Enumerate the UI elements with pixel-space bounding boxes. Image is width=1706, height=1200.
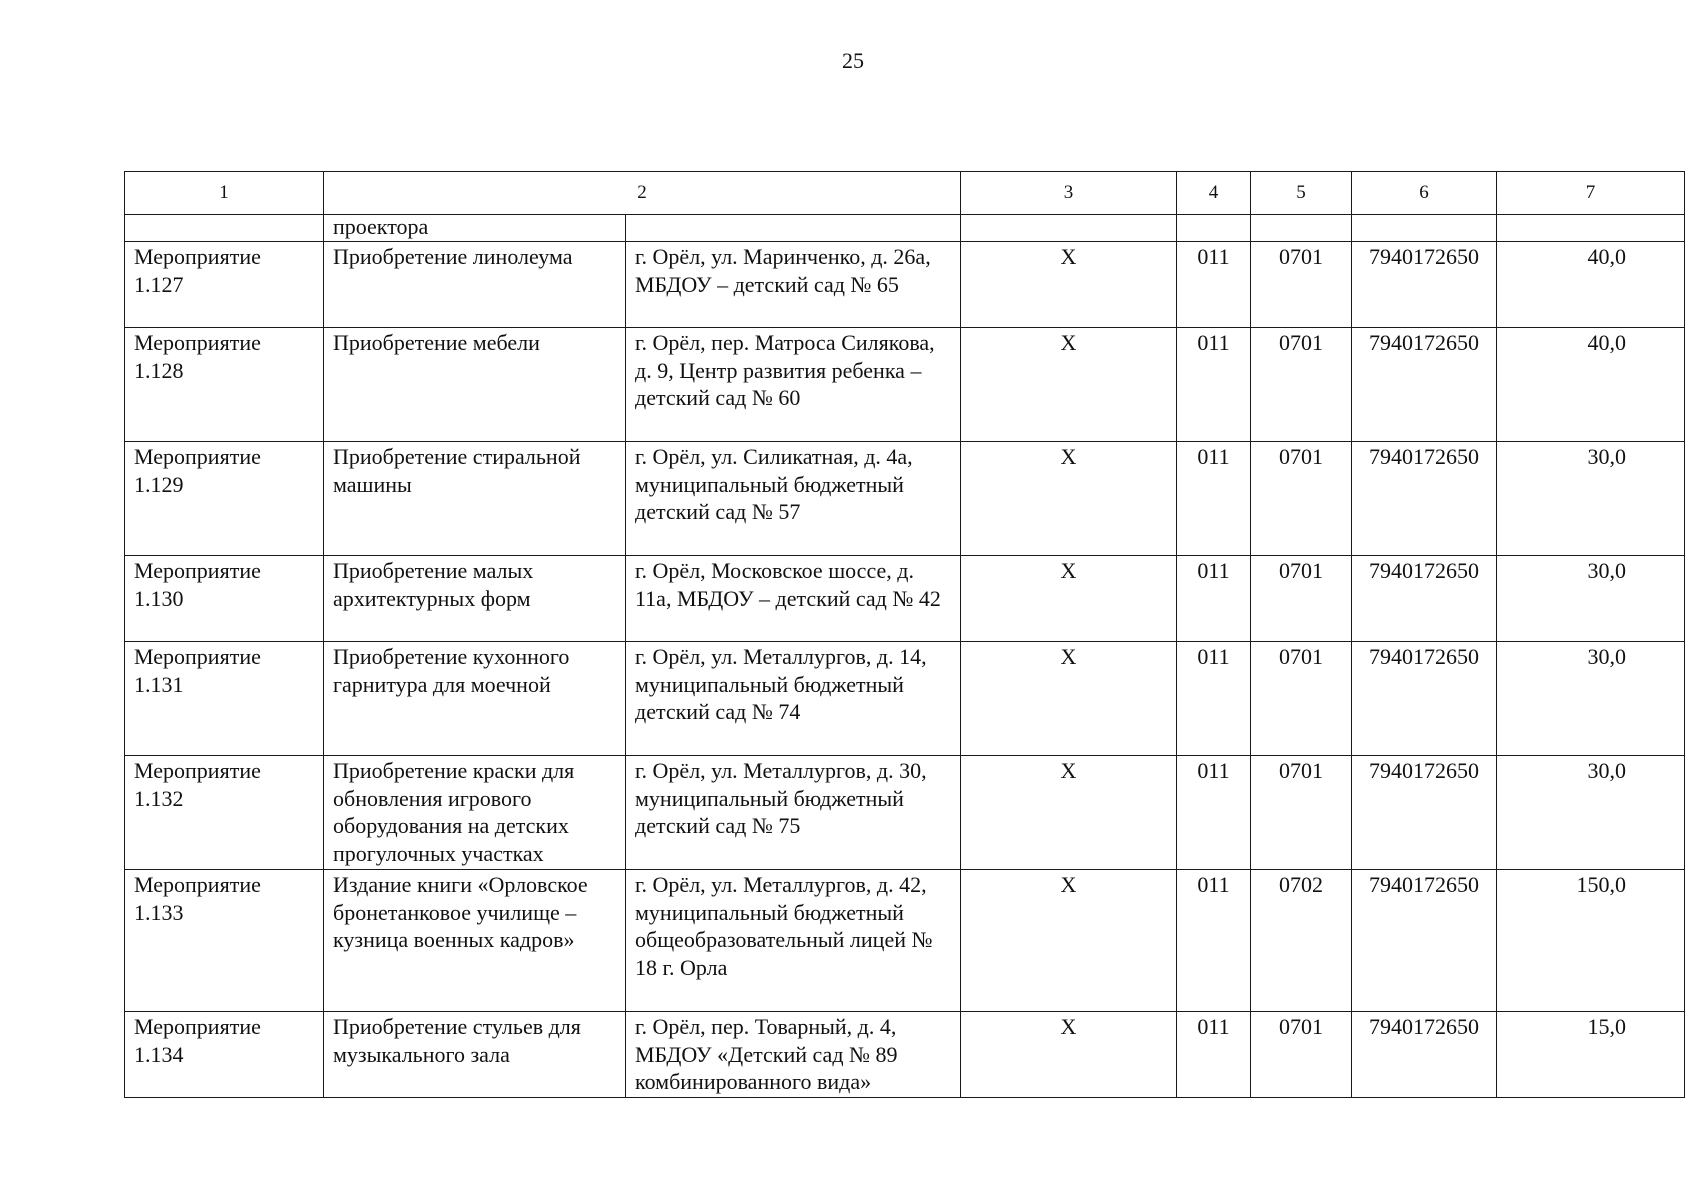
header-cell: 2 xyxy=(324,172,961,215)
table-row xyxy=(125,328,1685,442)
col6-cell: 7940172650 xyxy=(1352,328,1497,442)
col3-cell: Х xyxy=(961,870,1177,1012)
col4-cell: 011 xyxy=(1177,870,1251,1012)
table-cell xyxy=(1352,215,1497,242)
col3-cell: Х xyxy=(961,642,1177,756)
budget-table xyxy=(124,171,1685,1098)
name-cell: Приобретение краски для обновления игрового оборудования на детских прогулочных участках xyxy=(324,756,626,870)
header-cell: 5 xyxy=(1251,172,1352,215)
header-cell: 7 xyxy=(1497,172,1685,215)
col6-cell: 7940172650 xyxy=(1352,1012,1497,1098)
col7-cell: 30,0 xyxy=(1497,642,1685,756)
col7-cell: 40,0 xyxy=(1497,242,1685,328)
table-row xyxy=(125,642,1685,756)
address-cell: г. Орёл, Московское шоссе, д. 11а, МБДОУ – детский сад № 42 xyxy=(626,556,961,642)
col5-cell: 0701 xyxy=(1251,442,1352,556)
col6-cell: 7940172650 xyxy=(1352,242,1497,328)
col7-cell: 150,0 xyxy=(1497,870,1685,1012)
event-cell: Мероприятие 1.134 xyxy=(125,1012,324,1098)
col7-cell: 30,0 xyxy=(1497,756,1685,870)
col3-cell: Х xyxy=(961,242,1177,328)
name-cell: Приобретение стиральной машины xyxy=(324,442,626,556)
col7-cell: 30,0 xyxy=(1497,556,1685,642)
col3-cell: Х xyxy=(961,1012,1177,1098)
table-row xyxy=(125,242,1685,328)
header-cell: 6 xyxy=(1352,172,1497,215)
event-cell: Мероприятие 1.129 xyxy=(125,442,324,556)
col5-cell: 0701 xyxy=(1251,756,1352,870)
address-cell: г. Орёл, ул. Силикатная, д. 4а, муниципальный бюджетный детский сад № 57 xyxy=(626,442,961,556)
col4-cell: 011 xyxy=(1177,242,1251,328)
table-cell xyxy=(961,215,1177,242)
table-cell xyxy=(1177,215,1251,242)
col6-cell: 7940172650 xyxy=(1352,556,1497,642)
table-row xyxy=(125,442,1685,556)
col7-cell: 40,0 xyxy=(1497,328,1685,442)
table-row xyxy=(125,870,1685,1012)
col3-cell: Х xyxy=(961,756,1177,870)
address-cell: г. Орёл, ул. Маринченко, д. 26а, МБДОУ – детский сад № 65 xyxy=(626,242,961,328)
event-cell: Мероприятие 1.133 xyxy=(125,870,324,1012)
page-number: 25 xyxy=(842,48,864,73)
col4-cell: 011 xyxy=(1177,642,1251,756)
col5-cell: 0702 xyxy=(1251,870,1352,1012)
col6-cell: 7940172650 xyxy=(1352,642,1497,756)
col6-cell: 7940172650 xyxy=(1352,756,1497,870)
header-cell: 1 xyxy=(125,172,324,215)
table-row xyxy=(125,756,1685,870)
address-cell: г. Орёл, ул. Металлургов, д. 14, муниципальный бюджетный детский сад № 74 xyxy=(626,642,961,756)
name-cell: Приобретение кухонного гарнитура для моечной xyxy=(324,642,626,756)
col6-cell: 7940172650 xyxy=(1352,870,1497,1012)
col6-cell: 7940172650 xyxy=(1352,442,1497,556)
name-cell: Приобретение стульев для музыкального зала xyxy=(324,1012,626,1098)
col3-cell: Х xyxy=(961,442,1177,556)
col4-cell: 011 xyxy=(1177,756,1251,870)
table-cell xyxy=(626,215,961,242)
event-cell: Мероприятие 1.130 xyxy=(125,556,324,642)
col4-cell: 011 xyxy=(1177,328,1251,442)
table-row xyxy=(125,556,1685,642)
table-cell xyxy=(125,215,324,242)
col5-cell: 0701 xyxy=(1251,242,1352,328)
table-cell xyxy=(1251,215,1352,242)
table-row xyxy=(125,1012,1685,1098)
name-cell: Приобретение мебели xyxy=(324,328,626,442)
col5-cell: 0701 xyxy=(1251,1012,1352,1098)
col5-cell: 0701 xyxy=(1251,328,1352,442)
name-cell: Приобретение малых архитектурных форм xyxy=(324,556,626,642)
address-cell: г. Орёл, пер. Товарный, д. 4, МБДОУ «Детский сад № 89 комбинированного вида» xyxy=(626,1012,961,1098)
address-cell: г. Орёл, ул. Металлургов, д. 42, муниципальный бюджетный общеобразовательный лицей № 18 г. Орла xyxy=(626,870,961,1012)
continuation-text: проектора xyxy=(324,215,626,242)
header-row xyxy=(125,172,1685,215)
col3-cell: Х xyxy=(961,556,1177,642)
event-cell: Мероприятие 1.128 xyxy=(125,328,324,442)
address-cell: г. Орёл, ул. Металлургов, д. 30, муниципальный бюджетный детский сад № 75 xyxy=(626,756,961,870)
col4-cell: 011 xyxy=(1177,442,1251,556)
col7-cell: 30,0 xyxy=(1497,442,1685,556)
table-cell xyxy=(1497,215,1685,242)
col3-cell: Х xyxy=(961,328,1177,442)
event-cell: Мероприятие 1.132 xyxy=(125,756,324,870)
col4-cell: 011 xyxy=(1177,1012,1251,1098)
event-cell: Мероприятие 1.131 xyxy=(125,642,324,756)
col5-cell: 0701 xyxy=(1251,556,1352,642)
col7-cell: 15,0 xyxy=(1497,1012,1685,1098)
col5-cell: 0701 xyxy=(1251,642,1352,756)
name-cell: Приобретение линолеума xyxy=(324,242,626,328)
name-cell: Издание книги «Орловское бронетанковое училище – кузница военных кадров» xyxy=(324,870,626,1012)
address-cell: г. Орёл, пер. Матроса Силякова, д. 9, Центр развития ребенка – детский сад № 60 xyxy=(626,328,961,442)
header-cell: 4 xyxy=(1177,172,1251,215)
header-cell: 3 xyxy=(961,172,1177,215)
event-cell: Мероприятие 1.127 xyxy=(125,242,324,328)
continuation-row xyxy=(125,215,1685,242)
col4-cell: 011 xyxy=(1177,556,1251,642)
